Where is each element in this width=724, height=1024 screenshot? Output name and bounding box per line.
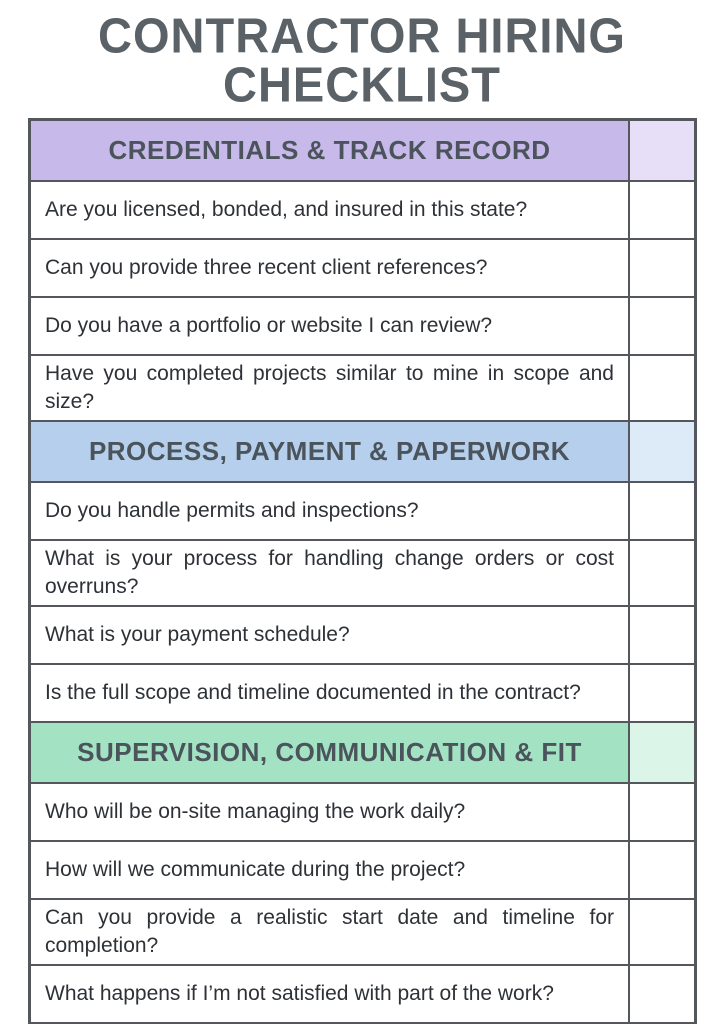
checklist-item-row	[31, 898, 694, 964]
checkbox-cell[interactable]	[630, 182, 694, 238]
question-cell	[31, 842, 630, 898]
checkbox-cell[interactable]	[630, 900, 694, 964]
checklist-item-row	[31, 539, 694, 605]
section-title: SUPERVISION, COMMUNICATION & FIT	[77, 737, 582, 767]
question-cell	[31, 966, 630, 1022]
question-text: What is your payment schedule?	[45, 623, 350, 646]
checklist-item-row	[31, 782, 694, 840]
question-text: Do you have a portfolio or website I can review?	[45, 314, 493, 337]
checkbox-cell[interactable]	[630, 240, 694, 296]
question-cell	[31, 665, 630, 721]
checklist-item-row	[31, 354, 694, 420]
section-title: CREDENTIALS & TRACK RECORD	[108, 135, 551, 165]
checkbox-cell[interactable]	[630, 842, 694, 898]
question-text: Can you provide a realistic start date and timeline for completion?	[45, 906, 614, 957]
checklist-item-row	[31, 964, 694, 1022]
checklist-table	[28, 118, 697, 1024]
section-header-cell	[31, 121, 630, 180]
question-text: What is your process for handling change orders or cost overruns?	[45, 547, 614, 598]
section-header-check-cell	[630, 422, 694, 481]
section-header-check-cell	[630, 121, 694, 180]
question-cell	[31, 900, 630, 964]
question-text: How will we communicate during the project?	[45, 858, 466, 881]
checkbox-cell[interactable]	[630, 966, 694, 1022]
checklist-item-row	[31, 840, 694, 898]
question-text: Do you handle permits and inspections?	[45, 499, 419, 522]
question-cell	[31, 541, 630, 605]
question-cell	[31, 607, 630, 663]
question-cell	[31, 182, 630, 238]
checkbox-cell[interactable]	[630, 665, 694, 721]
question-text: Who will be on-site managing the work daily?	[45, 800, 466, 823]
checkbox-cell[interactable]	[630, 607, 694, 663]
section-header-row	[31, 721, 694, 782]
section-title: PROCESS, PAYMENT & PAPERWORK	[88, 436, 571, 466]
question-cell	[31, 240, 630, 296]
question-text: What happens if I’m not satisfied with part of the work?	[45, 982, 554, 1005]
question-cell	[31, 784, 630, 840]
checkbox-cell[interactable]	[630, 483, 694, 539]
checkbox-cell[interactable]	[630, 784, 694, 840]
checklist-item-row	[31, 663, 694, 721]
section-header-row	[31, 420, 694, 481]
page-title-line2: CHECKLIST	[223, 56, 501, 112]
section-header-cell	[31, 723, 630, 782]
checklist-item-row	[31, 180, 694, 238]
question-text: Have you completed projects similar to mine in scope and size?	[45, 362, 614, 413]
checklist-item-row	[31, 605, 694, 663]
checkbox-cell[interactable]	[630, 356, 694, 420]
question-text: Are you licensed, bonded, and insured in this state?	[45, 198, 528, 221]
checklist-item-row	[31, 481, 694, 539]
page-title-line1: CONTRACTOR HIRING	[98, 8, 626, 64]
checkbox-cell[interactable]	[630, 298, 694, 354]
page-title	[0, 8, 724, 112]
question-cell	[31, 298, 630, 354]
checklist-item-row	[31, 238, 694, 296]
checklist-item-row	[31, 296, 694, 354]
section-header-check-cell	[630, 723, 694, 782]
section-header-cell	[31, 422, 630, 481]
checkbox-cell[interactable]	[630, 541, 694, 605]
question-text: Is the full scope and timeline documented in the contract?	[45, 681, 581, 704]
question-cell	[31, 483, 630, 539]
question-text: Can you provide three recent client references?	[45, 256, 488, 279]
question-cell	[31, 356, 630, 420]
section-header-row	[31, 121, 694, 180]
